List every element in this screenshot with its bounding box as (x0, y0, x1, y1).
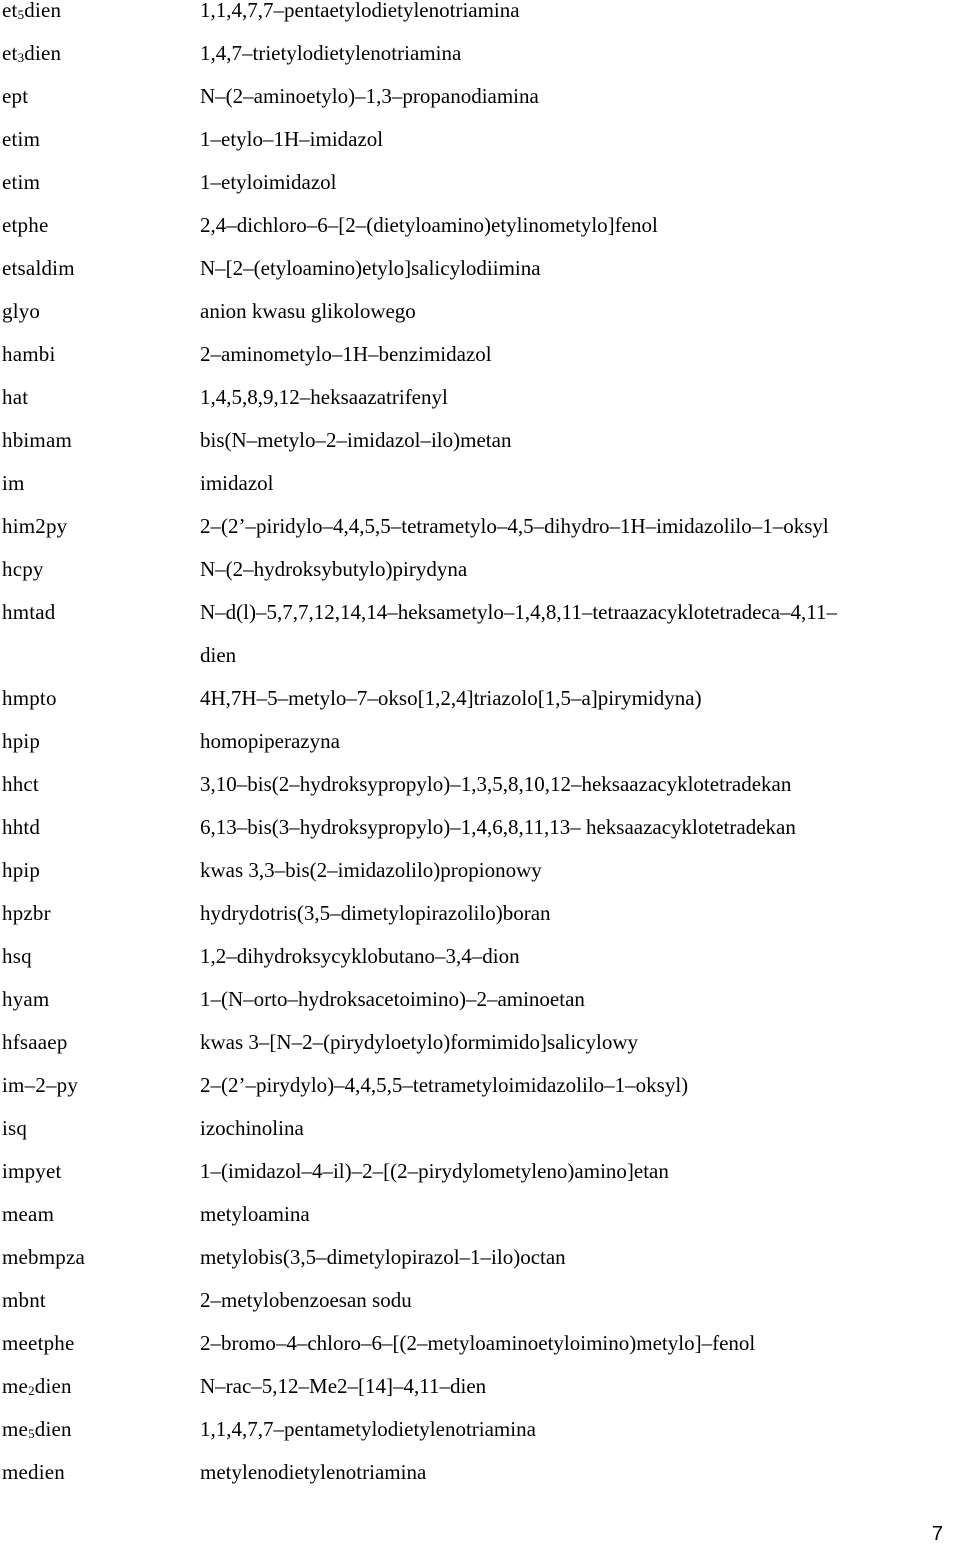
abbreviation-term (2, 215, 48, 236)
abbreviation-term (2, 688, 57, 709)
abbreviation-row (0, 1247, 960, 1290)
abbreviation-term (2, 516, 67, 537)
abbreviation-term-text: meam (2, 1202, 55, 1226)
page-number: 7 (931, 1523, 943, 1545)
abbreviation-term-text: etphe (2, 213, 49, 237)
abbreviation-term-text: him2py (2, 514, 68, 538)
abbreviation-definition: izochinolina (200, 1116, 304, 1140)
abbreviation-term-text: mebmpza (2, 1245, 86, 1269)
abbreviation-row (0, 86, 960, 129)
abbreviation-row (0, 731, 960, 774)
abbreviation-definition: N–d(l)–5,7,7,12,14,14–heksametylo–1,4,8,11–tetraazacyklotetradeca–4,11– (200, 600, 838, 624)
abbreviation-definition: N–(2–hydroksybutylo)pirydyna (200, 557, 468, 581)
abbreviation-row (0, 817, 960, 860)
abbreviation-row (0, 688, 960, 731)
abbreviation-term (2, 989, 49, 1010)
abbreviation-row (0, 215, 960, 258)
abbreviation-row (0, 172, 960, 215)
abbreviation-term (2, 473, 25, 494)
abbreviation-definition: kwas 3,3–bis(2–imidazolilo)propionowy (200, 858, 542, 882)
abbreviation-term-text: medien (2, 1460, 66, 1484)
abbreviation-term (2, 129, 40, 150)
abbreviation-row (0, 989, 960, 1032)
abbreviation-term-text: im–2–py (2, 1073, 79, 1097)
abbreviation-term (2, 731, 40, 752)
abbreviation-definition: hydrydotris(3,5–dimetylopirazolilo)boran (200, 901, 551, 925)
abbreviation-definition: 1,2–dihydroksycyklobutano–3,4–dion (200, 944, 520, 968)
abbreviation-definition: 2,4–dichloro–6–[2–(dietyloamino)etylinometylo]fenol (200, 213, 658, 237)
abbreviation-term (2, 602, 56, 623)
abbreviation-term (2, 903, 51, 924)
abbreviation-row (0, 1419, 960, 1462)
abbreviation-definition: 3,10–bis(2–hydroksypropylo)–1,3,5,8,10,12–heksaazacyklotetradekan (200, 772, 792, 796)
abbreviation-definition: imidazol (200, 471, 274, 495)
abbreviation-term (2, 860, 40, 881)
abbreviation-row (0, 0, 960, 43)
abbreviation-term (2, 1075, 78, 1096)
abbreviation-definition: 1–(N–orto–hydroksacetoimino)–2–aminoetan (200, 987, 585, 1011)
abbreviation-row (0, 645, 960, 688)
abbreviation-row (0, 1333, 960, 1376)
abbreviation-definition: 6,13–bis(3–hydroksypropylo)–1,4,6,8,11,13– heksaazacyklotetradekan (200, 815, 796, 839)
abbreviation-definition: 1,4,5,8,9,12–heksaazatrifenyl (200, 385, 448, 409)
abbreviation-row (0, 1161, 960, 1204)
abbreviation-term (2, 172, 40, 193)
abbreviation-definition: 2–metylobenzoesan sodu (200, 1288, 412, 1312)
abbreviation-term-text: me (2, 1374, 29, 1398)
abbreviation-term-text: hat (2, 385, 29, 409)
abbreviation-term-text: etsaldim (2, 256, 75, 280)
abbreviation-definition: 2–bromo–4–chloro–6–[(2–metyloaminoetyloimino)metylo]–fenol (200, 1331, 756, 1355)
abbreviation-term (2, 1204, 54, 1225)
abbreviation-definition: bis(N–metylo–2–imidazol–ilo)metan (200, 428, 512, 452)
abbreviation-term (2, 344, 56, 365)
abbreviation-term-text: et (2, 41, 18, 65)
abbreviation-row (0, 1204, 960, 1247)
abbreviation-definition: kwas 3–[N–2–(pirydyloetylo)formimido]salicylowy (200, 1030, 639, 1054)
abbreviation-row (0, 903, 960, 946)
abbreviation-definition: 1,1,4,7,7–pentaetylodietylenotriamina (200, 0, 520, 22)
abbreviation-term-suffix: dien (24, 0, 62, 22)
abbreviation-row (0, 1462, 960, 1505)
abbreviation-term (2, 946, 32, 967)
abbreviation-definition: 2–aminometylo–1H–benzimidazol (200, 342, 492, 366)
abbreviation-row (0, 1075, 960, 1118)
abbreviation-term-subscript: 5 (28, 1426, 35, 1441)
abbreviation-definition: metylenodietylenotriamina (200, 1460, 427, 1484)
abbreviation-term (2, 1161, 62, 1182)
abbreviation-term-text: ept (2, 84, 29, 108)
abbreviation-row (0, 258, 960, 301)
abbreviation-term-text: hmpto (2, 686, 57, 710)
abbreviation-definition: N–rac–5,12–Me2–[14]–4,11–dien (200, 1374, 487, 1398)
abbreviation-term-text: hfsaaep (2, 1030, 68, 1054)
abbreviation-definition: dien (200, 643, 237, 667)
abbreviation-term (2, 817, 40, 838)
abbreviation-term-text: etim (2, 127, 41, 151)
abbreviation-definition: metyloamina (200, 1202, 310, 1226)
abbreviation-row (0, 430, 960, 473)
abbreviation-term (2, 1290, 46, 1311)
abbreviation-term-text: mbnt (2, 1288, 46, 1312)
abbreviation-term (2, 301, 40, 322)
abbreviation-term-text: et (2, 0, 18, 22)
abbreviation-term (2, 1376, 72, 1397)
abbreviation-term (2, 387, 28, 408)
abbreviation-row (0, 559, 960, 602)
abbreviation-term-text: isq (2, 1116, 28, 1140)
abbreviation-term-suffix: dien (34, 1417, 72, 1441)
abbreviation-term-text: hcpy (2, 557, 44, 581)
abbreviation-term-text: hpip (2, 729, 41, 753)
abbreviation-term-text: hpzbr (2, 901, 51, 925)
abbreviation-term-text: hyam (2, 987, 50, 1011)
abbreviation-term-text: hbimam (2, 428, 73, 452)
abbreviation-term (2, 86, 28, 107)
abbreviation-term-subscript: 2 (28, 1383, 35, 1398)
abbreviation-row (0, 1376, 960, 1419)
abbreviation-term-text: im (2, 471, 25, 495)
abbreviation-term (2, 1247, 85, 1268)
abbreviation-term (2, 1118, 27, 1139)
abbreviation-definition: N–(2–aminoetylo)–1,3–propanodiamina (200, 84, 539, 108)
abbreviation-term-text: hambi (2, 342, 56, 366)
abbreviation-definition: N–[2–(etyloamino)etylo]salicylodiimina (200, 256, 541, 280)
abbreviation-definition: 1–etyloimidazol (200, 170, 337, 194)
abbreviation-row (0, 602, 960, 645)
abbreviation-definition: homopiperazyna (200, 729, 340, 753)
abbreviation-definition: metylobis(3,5–dimetylopirazol–1–ilo)octan (200, 1245, 566, 1269)
abbreviation-term-text: hmtad (2, 600, 56, 624)
abbreviation-row (0, 1118, 960, 1161)
abbreviation-row (0, 774, 960, 817)
abbreviation-term (2, 258, 75, 279)
abbreviation-term (2, 1333, 75, 1354)
abbreviation-term-suffix: dien (24, 41, 62, 65)
abbreviation-definition: 1,4,7–trietylodietylenotriamina (200, 41, 462, 65)
abbreviation-term (2, 430, 72, 451)
abbreviation-term (2, 0, 61, 21)
abbreviation-row (0, 516, 960, 559)
abbreviation-definition: 2–(2’–pirydylo)–4,4,5,5–tetrametyloimidazolilo–1–oksyl) (200, 1073, 689, 1097)
abbreviation-row (0, 946, 960, 989)
abbreviation-term-text: etim (2, 170, 41, 194)
abbreviation-term-text: me (2, 1417, 29, 1441)
abbreviation-term-suffix: dien (34, 1374, 72, 1398)
abbreviation-term-text: meetphe (2, 1331, 75, 1355)
abbreviation-row (0, 129, 960, 172)
abbreviation-row (0, 301, 960, 344)
abbreviation-row (0, 473, 960, 516)
abbreviation-term-subscript: 3 (17, 50, 25, 65)
abbreviation-definition: 1,1,4,7,7–pentametylodietylenotriamina (200, 1417, 536, 1441)
abbreviation-term-text: impyet (2, 1159, 62, 1183)
abbreviation-term (2, 1462, 65, 1483)
abbreviation-row (0, 860, 960, 903)
abbreviation-term-text: hpip (2, 858, 41, 882)
abbreviation-definition: 2–(2’–piridylo–4,4,5,5–tetrametylo–4,5–dihydro–1H–imidazolilo–1–oksyl (200, 514, 829, 538)
abbreviation-term-text: hhct (2, 772, 39, 796)
abbreviation-row (0, 387, 960, 430)
abbreviation-definition: 1–(imidazol–4–il)–2–[(2–pirydylometyleno)amino]etan (200, 1159, 669, 1183)
abbreviation-definition: 4H,7H–5–metylo–7–okso[1,2,4]triazolo[1,5–a]pirymidyna) (200, 686, 702, 710)
abbreviation-term-text: hhtd (2, 815, 41, 839)
abbreviation-term (2, 774, 39, 795)
abbreviation-row (0, 1290, 960, 1333)
abbreviation-term-text: glyo (2, 299, 41, 323)
abbreviation-definition: 1–etylo–1H–imidazol (200, 127, 384, 151)
abbreviation-row (0, 43, 960, 86)
abbreviation-term-subscript: 5 (17, 7, 25, 22)
abbreviation-row (0, 1032, 960, 1075)
abbreviation-term (2, 559, 44, 580)
abbreviation-row (0, 344, 960, 387)
abbreviation-term (2, 1419, 72, 1440)
abbreviation-term-text: hsq (2, 944, 32, 968)
abbreviation-term (2, 43, 61, 64)
abbreviation-term (2, 1032, 68, 1053)
abbreviation-definition: anion kwasu glikolowego (200, 299, 416, 323)
